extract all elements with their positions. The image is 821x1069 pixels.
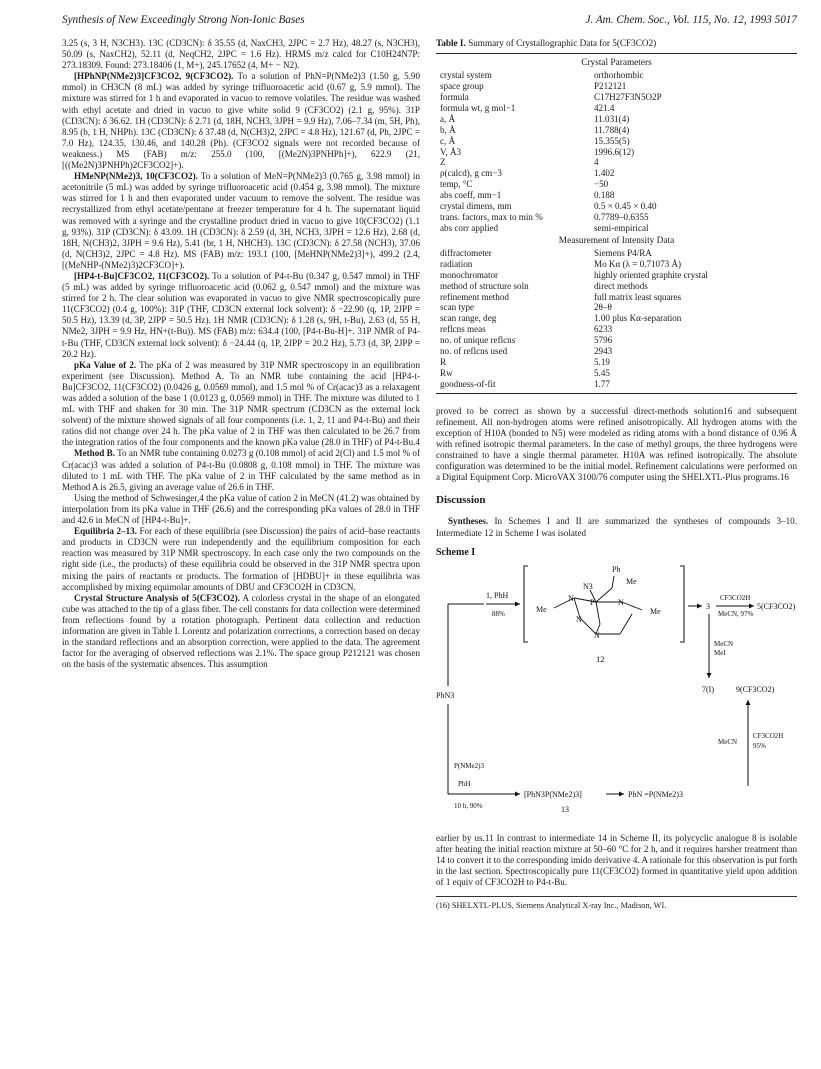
arrowhead (746, 700, 751, 705)
table-cell-value: 421.4 (594, 102, 615, 113)
table-cell-parameter: abs coeff, mm−1 (440, 190, 502, 201)
table-caption (436, 38, 797, 49)
table-section-heading: Crystal Parameters (581, 58, 652, 69)
table-cell-value: C17H27F3N5O2P (594, 92, 662, 102)
table-cell-value: 1.00 plus Kα-separation (594, 313, 682, 324)
table-row (436, 270, 797, 281)
reagent-label: CF3CO2H (720, 593, 751, 602)
article-title-header: Synthesis of New Exceedingly Strong Non-Ionic Bases (62, 14, 305, 26)
bracket-left (524, 566, 528, 642)
table-cell-value: Siemens P4/RA (594, 247, 652, 258)
paragraph (62, 71, 420, 171)
condition-label: MeCN, 97% (718, 609, 754, 618)
solvent-label: PhH (458, 779, 471, 788)
compound-13-label: 13 (561, 804, 569, 814)
footnote: (16) SHELXTL-PLUS, Siemens Analytical X-ray Inc., Madison, WI. (436, 896, 797, 911)
crystallographic-data-table (436, 53, 797, 394)
table-row (436, 346, 797, 357)
table-cell-parameter: abs corr applied (440, 222, 499, 233)
table-cell-parameter: V, Å3 (440, 146, 462, 157)
paragraph: proved to be correct as shown by a successful direct-methods solution16 and subsequent refinement. All non-hydrogen atoms were refined anisotropically. All hydrogen atoms with the exception of H10A (bonded to N5) were modeled as riding atoms with a bond distance of 0.96 Å with refined isotropic thermal parameters. In the case of methyl groups, the three hydrogens were constrained to have a single thermal parameter. H10A was refined isotropically. The absolute configuration was determined to be the initial model. Refinement calculations were performed on a Digital Equipment Corp. MicroVAX 3100/76 computer using the SHELXTL-Plus programs.16 (436, 405, 797, 483)
table-row (436, 324, 797, 335)
table-label: Table I. (436, 38, 466, 48)
paragraph (436, 516, 797, 538)
paragraph-lead: HMeNP(NMe2)3, 10(CF3CO2). (74, 171, 198, 182)
table-cell-parameter: diffractometer (440, 247, 492, 258)
table-cell-value: full matrix least squares (594, 291, 682, 302)
table-cell-parameter: c, Å (440, 135, 456, 146)
table-cell-value: 0.188 (594, 190, 615, 201)
nitrogen-label: N (618, 597, 624, 607)
table-row (436, 81, 797, 92)
table-cell-parameter: ρ(calcd), g cm−3 (440, 168, 502, 179)
phosphorus-label: P (590, 597, 595, 607)
reaction-scheme-drawing (436, 558, 797, 833)
table-cell-parameter: monochromator (440, 269, 499, 280)
yield-label: 95% (753, 741, 766, 750)
reagent-label: P(NMe2)3 (454, 761, 484, 770)
arrowhead (619, 791, 624, 796)
table-cell-value: 1.77 (594, 378, 610, 389)
right-column (436, 38, 797, 1053)
table-cell-value: 4 (594, 157, 599, 168)
phenyl-label: Ph (612, 564, 621, 574)
table-cell-value: 0.5 × 0.45 × 0.40 (594, 201, 657, 212)
paragraph-lead: Method B. (74, 448, 115, 459)
journal-citation-header: J. Am. Chem. Soc., Vol. 115, No. 12, 1993 5017 (585, 14, 797, 26)
paragraph-body: To a solution of PhN=P(NMe2)3 (1.50 g, 5.90 mmol) in CH3CN (8 mL) was added by syringe trifluoroacetic acid (0.67 g, 5.9 mmol). The mixture was stirred for 1 h and evaporated in vacuo to remove volatiles. The residue was washed with ethyl acetate and dried in vacuo to give white solid 9 (CF3CO2) (2.1 g, 95%). 31P (CD3CN): δ 36.62. 1H (CD3CN): δ 2.71 (d, 18H, NCH3, 3JPH = 9.9 Hz), 7.06–7.34 (m, 5H, Ph), 8.95 (b, 1 H, NHPh). 13C (CD3CN): δ 37.48 (d, N(CH3)2, 2JPC = 4.8 Hz), 121.67 (d, Ph, 2JPC = 7.0 Hz), 124.35, 130.46, and 140.28 (Ph). (CF3CO2 signals were not recorded because of weakness.) MS (FAB) m/z: 255.0 (100, [(Me2N)3PNHPh]+), 622.9 (21, [((Me2N)3PNHPh)2CF3CO2]+). (62, 71, 420, 171)
table-row (436, 157, 797, 168)
paragraph: earlier by us.11 In contrast to intermediate 14 in Scheme II, its polycyclic analogue 8 is isolable after heating the initial reaction mixture at 50–60 °C for 2 h, and it requires harsher treatment than 14 to convert it to the corresponding imido derivative 4. A rationale for this observation is put forth in the last section. Spectroscopically pure 11(CF3CO2) formed in quantitative yield upon addition of 1 equiv of CF3CO2H to P4-t-Bu. (436, 832, 797, 888)
table-cell-value: Mo Kα (λ = 0.71073 Å) (594, 258, 682, 269)
nitrogen-label: N (568, 593, 574, 603)
table-row (436, 335, 797, 346)
product-5-label: 5(CF3CO2) (757, 601, 796, 611)
table-row (436, 114, 797, 125)
table-row (436, 201, 797, 212)
table-row (436, 259, 797, 270)
reagent-label: CF3CO2H (753, 731, 784, 740)
table-cell-parameter: formula (440, 92, 469, 102)
paragraph-body: A colorless crystal in the shape of an elongated cube was attached to the tip of a glass fiber. The cell constants for data collection were determined from reflections found by a rotation photograph. Pertinent data collection and reduction information are given in Table I. Lorentz and polarization corrections, a correction based on decay in the standard reflections and an absorption correction, were applied to the data. The agreement factor for the averaging of observed reflections was 2.1%. The space group P212121 was chosen on the basis of the systematic absences. This assumption (62, 592, 420, 670)
table-cell-value: −50 (594, 179, 609, 190)
table-cell-value: semi-empirical (594, 222, 649, 233)
table-row (436, 368, 797, 379)
paragraph (62, 171, 420, 271)
table-cell-value: 5.19 (594, 356, 610, 367)
table-caption-text: Summary of Crystallographic Data for 5(CF3CO2) (468, 38, 657, 48)
table-row (436, 292, 797, 303)
table-row (436, 136, 797, 147)
paragraph (62, 448, 420, 492)
table-cell-parameter: crystal dimens, mm (440, 201, 512, 212)
table-cell-parameter: scan type (440, 302, 475, 313)
table-cell-parameter: no. of unique reflcns (440, 335, 516, 346)
imine-product-label: PhN =P(NMe2)3 (628, 789, 683, 799)
table-cell-parameter: refinement method (440, 291, 509, 302)
table-cell-value: orthorhombic (594, 70, 644, 81)
table-cell-parameter: goodness-of-fit (440, 378, 496, 389)
paragraph-body: In Schemes I and II are summarized the syntheses of compounds 3–10. Intermediate 12 in Scheme I was isolated (436, 516, 797, 538)
table-cell-parameter: space group (440, 81, 484, 92)
yield-label: 88% (492, 609, 505, 618)
paragraph-lead: Equilibria 2–13. (74, 526, 137, 537)
table-cell-value: 11.788(4) (594, 124, 630, 135)
bracket-right (680, 566, 684, 642)
table-row (436, 190, 797, 201)
table-cell-value: P212121 (594, 81, 627, 92)
table-row (436, 313, 797, 324)
table-row (436, 212, 797, 223)
table-cell-value: 2943 (594, 346, 613, 357)
table-cell-parameter: no. of reflcns used (440, 346, 508, 357)
paragraph-body: The pKa of 2 was measured by 31P NMR spectroscopy in an equilibration experiment (see Discussion). Method A. To an NMR tube containing the acid [HP4-t-Bu]CF3CO2, 11(CF3CO2) (0.0426 g, 0.0569 mmol), and 1.5 mol % of Cr(acac)3 as a relaxagent was added a solution of the base 1 (0.0123 g, 0.0569 mmol) in THF. The mixture was diluted to 1 mL with THF and shaken for 30 min. The 31P NMR spectrum (CD3CN as the external lock solvent) of the mixture showed signals of all four components (i.e. 1, 2, 11 and P4-t-Bu) and their ratios did not change over 24 h. The pKa value of 2 in THF was then calculated to be 26.7 from the integration ratios of the four components and the known pKa value (28.0 in THF) of P4-t-Bu.4 (62, 359, 420, 448)
phenyl-azide-label: PhN3 (436, 690, 455, 700)
paragraph-lead: [HP4-t-Bu]CF3CO2, 11(CF3CO2). (74, 270, 210, 281)
paragraph-lead: pKa Value of 2. (74, 359, 137, 370)
paragraph-body: To a solution of P4-t-Bu (0.347 g, 0.547 mmol) in THF (5 mL) was added by syringe trifluoroacetic acid (0.062 g, 0.547 mmol) and the mixture was stirred for 2 h. The clear solution was evaporated in vacuo to give NMR spectroscopically pure 11(CF3CO2) (0.4 g, 100%): 31P (THF, CD3CN external lock solvent): δ −22.90 (q, 1P, 2JPP = 50.5 Hz), 13.39 (d, 3P, 2JPP = 50.5 Hz). 1H NMR (CD3CN): δ 1.28 (s, 9H, t-Bu), 2.63 (d, 55 H, NMe2, 3JPH = 9.9 Hz, HN+(t-Bu)). MS (FAB) m/z: 634.4 (100, [P4-t-Bu-H]+. 31P NMR of P4-t-Bu (THF, CD3CN external lock solvent): δ −24.44 (q, 1P, 2JPP = 20.2 Hz), 5.73 (d, 3P, 2JPP = 20.2 Hz). (62, 270, 420, 359)
table-section-body (436, 248, 797, 390)
table-cell-parameter: trans. factors, max to min % (440, 211, 543, 222)
arrowhead (749, 603, 754, 608)
table-cell-parameter: method of structure soln (440, 280, 529, 291)
nitrogen-label: N (594, 630, 600, 640)
reaction-scheme (436, 558, 797, 833)
intermediate-label: [PhN3P(NMe2)3] (524, 789, 582, 799)
paragraph-body: For each of these equilibria (see Discussion) the pairs of acid–base reactants and products in CD3CN were run independently and the equilibrium composition for each reaction was measured by 31P NMR spectroscopy. In each case only the two compounds on the right side (i.e., the products) of these equilibria could be observed in the 31P NMR spectra upon mixing the pairs of reactants or products. The formation of [HDBU]+ in these equilibria was accomplished by mixing equimolar amounts of DBU and CF3CO2H in CD3CN. (62, 526, 420, 592)
paragraph (62, 593, 420, 671)
azide-nitrogen-label: N3 (583, 581, 593, 591)
table-cell-value: 5796 (594, 335, 613, 346)
table-row (436, 103, 797, 114)
compound-12-label: 12 (596, 653, 605, 664)
table-cell-parameter: Z (440, 157, 446, 168)
table-row (436, 379, 797, 390)
paragraph-lead: Syntheses. (448, 516, 489, 527)
table-cell-value: 11.031(4) (594, 113, 630, 124)
paragraph (62, 360, 420, 449)
paragraph-lead: Crystal Structure Analysis of 5(CF3CO2). (74, 592, 240, 603)
table-section-body (436, 70, 797, 234)
nitrogen-label: N (576, 614, 582, 624)
paragraph (62, 271, 420, 360)
paragraph: Using the method of Schwesinger,4 the pKa value of cation 2 in MeCN (41.2) was obtained by interpolation from its pKa value in THF (26.6) and the corresponding pKa values of 28.0 in THF and 42.6 in MeCN of [HP4-t-Bu]+. (62, 492, 420, 526)
table-cell-parameter: Rw (440, 367, 453, 378)
table-row (436, 248, 797, 259)
paragraph-lead: [HPhNP(NMe2)3]CF3CO2, 9(CF3CO2). (74, 71, 234, 82)
table-row (436, 70, 797, 81)
condition-label: 10 h, 90% (454, 801, 483, 810)
scheme-title: Scheme I (436, 546, 476, 558)
table-row (436, 281, 797, 292)
table-cell-parameter: temp, °C (440, 179, 473, 190)
table-cell-parameter: radiation (440, 258, 473, 269)
table-row (436, 147, 797, 158)
table-cell-value: direct methods (594, 280, 648, 291)
table-cell-parameter: R (440, 356, 447, 367)
arrowhead (697, 603, 702, 608)
table-cell-parameter: crystal system (440, 70, 492, 81)
arrowhead (515, 791, 520, 796)
paragraph (62, 526, 420, 593)
table-row (436, 168, 797, 179)
paragraph: 3.25 (s, 3 H, N3CH3). 13C (CD3CN): δ 35.55 (d, NaxCH3, 2JPC = 2.7 Hz), 48.27 (s, N3CH3), 50.09 (s, NaxCH2), 52.11 (d, NeqCH2, 2JPC = 1.6 Hz). HRMS m/z calcd for C10H24N7P: 273.18309. Found: 273.18406 (1, M+), 245.17652 (4, M+ − N2). (62, 38, 420, 71)
table-cell-value: 5.45 (594, 367, 610, 378)
paragraph-body: To an NMR tube containing 0.0273 g (0.108 mmol) of acid 2(Cl) and 1.5 mol % of Cr(acac)3 was added a solution of P4-t-Bu (0.0808 g, 0.108 mmol) in THF. The mixture was diluted to 1 mL with THF. The pKa value of 2 in THF calculated by the same method as in Method A is 26.5, giving an average value of 26.6 in THF. (62, 448, 420, 492)
methyl-label: Me (536, 604, 547, 614)
compound-7-label: 7(I) (702, 684, 714, 694)
reagent-label: MeI (714, 648, 726, 657)
paragraph-body: To a solution of MeN=P(NMe2)3 (0.765 g, 3.98 mmol) in acetonitrile (5 mL) was added by syringe trifluoroacetic acid (0.454 g, 3.98 mmol). The mixture was stirred for 1 h and then evaporated under vacuum to remove the solvent. The residue was recrystallized from ethyl acetate/pentane at freezer temperature for 4 h. The supernatant liquid was removed with a syringe and the crystalline product dried in vacuo to give 10(CF3CO2) (1.1 g, 93%). 31P (CD3CN): δ 43.09. 1H (CD3CN): δ 2.59 (d, 3H, NCH3, 3JPH = 12.6 Hz), 2.68 (d, 18H, N(CH3)2, 3JPH = 9.6 Hz), 5.41 (br, 1 H, NHCH3). 13C (CD3CN): δ 27.58 (NCH3), 37.06 (d, N(CH3)2, 2JPC = 4.8 Hz). MS (FAB) m/z: 193.1 (100, [MeHNP(NMe2)3]+), 499.2 (2.4, [(MeNHP-(NMe2)3)2CF3CO]+). (62, 171, 420, 270)
table-cell-parameter: formula wt, g mol−1 (440, 102, 516, 113)
section-heading: Discussion (436, 494, 486, 507)
solvent-label: MeCN (714, 639, 734, 648)
table-row (436, 302, 797, 313)
arrowhead (515, 601, 520, 606)
reagent-label: 1, PhH (486, 590, 509, 600)
compound-9-label: 9(CF3CO2) (736, 684, 775, 694)
table-cell-value: 0.7789–0.6355 (594, 211, 649, 222)
table-cell-value: 1996.6(12) (594, 146, 635, 157)
table-cell-parameter: reflcns meas (440, 324, 486, 335)
table-cell-value: 6233 (594, 324, 613, 335)
arrowhead (707, 673, 712, 678)
running-header (62, 14, 797, 30)
table-cell-value: 15.355(5) (594, 135, 630, 146)
left-column (62, 38, 420, 1053)
table-section-heading: Measurement of Intensity Data (558, 235, 675, 246)
table-row (436, 357, 797, 368)
table-row (436, 223, 797, 234)
table-cell-parameter: b, Å (440, 124, 456, 135)
methyl-label: Me (626, 576, 637, 586)
solvent-label: MeCN (718, 737, 738, 746)
table-row (436, 92, 797, 103)
table-cell-value: 2θ–θ (594, 302, 612, 313)
table-cell-value: 1.402 (594, 168, 615, 179)
table-row (436, 179, 797, 190)
table-cell-value: highly oriented graphite crystal (594, 269, 708, 280)
methyl-label: Me (650, 606, 661, 616)
table-cell-parameter: a, Å (440, 113, 456, 124)
compound-3-label: 3 (706, 601, 710, 611)
table-cell-parameter: scan range, deg (440, 313, 497, 324)
table-row (436, 125, 797, 136)
